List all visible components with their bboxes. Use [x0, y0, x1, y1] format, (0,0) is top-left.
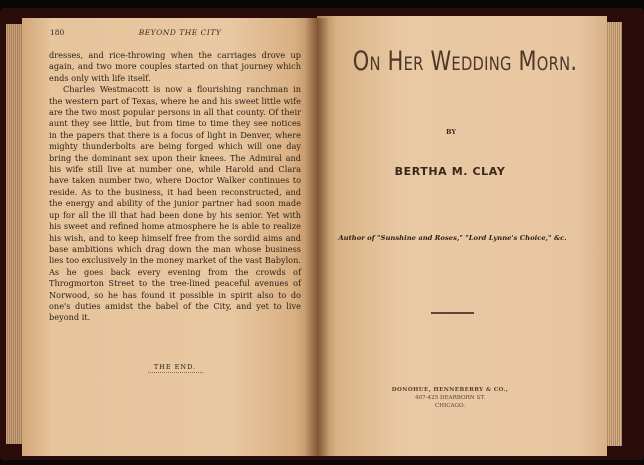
book-title: On Her Wedding Morn. — [352, 46, 578, 77]
publisher-address: 407-425 DEARBORN ST. — [414, 395, 486, 401]
running-title: BEYOND THE CITY — [138, 28, 222, 37]
the-end: THE END. — [153, 363, 197, 371]
body-text — [49, 50, 301, 324]
page-number: 180 — [50, 28, 65, 37]
book-gutter — [305, 18, 329, 456]
publisher-imprint — [370, 386, 530, 410]
right-page-edges — [606, 22, 622, 446]
end-rule — [148, 372, 203, 373]
author-note: Author of "Sunshine and Roses," "Lord Lynne's Choice," &c. — [338, 234, 567, 242]
paragraph: Charles Westmacott is now a flourishing ranchman in the western part of Texas, where he and his sweet little wife are the two most popular persons in all that county. Of their aunt they see little, but from time to time they see notices in the papers that there is a focus of light in Denver, where mighty thunderbolts are being forged which will one day bring the dominant sex upon their knees. The Admiral and his wife still live at number one, while Harold and Clara have taken number two, where Doctor Walker continues to reside. As to the business, it had been reconstructed, and the energy and ability of the junior partner had soon made up for all the ill that had been done by his senior. Yet with his sweet and refined home atmosphere he is able to realize his wish, and to keep himself free from the sordid aims and base ambitions which drag down the man whose business lies too exclusively in the money market of the vast Babylon. As he goes back every evening from the crowds of Throgmorton Street to the tree-lined peaceful avenues of Norwood, so he has found it possible in spirit also to do one's duties amidst the babel of the City, and yet to live beyond it. — [49, 84, 301, 323]
by-label: BY — [445, 128, 457, 136]
ornament-rule — [431, 312, 474, 314]
publisher-city: CHICAGO. — [434, 403, 466, 409]
author-name: BERTHA M. CLAY — [394, 165, 506, 178]
paragraph: dresses, and rice-throwing when the carriages drove up again, and two more couples started on that journey which ends only with life itself. — [49, 50, 301, 83]
publisher-name: DONOHUE, HENNEBERRY & CO., — [391, 387, 509, 393]
